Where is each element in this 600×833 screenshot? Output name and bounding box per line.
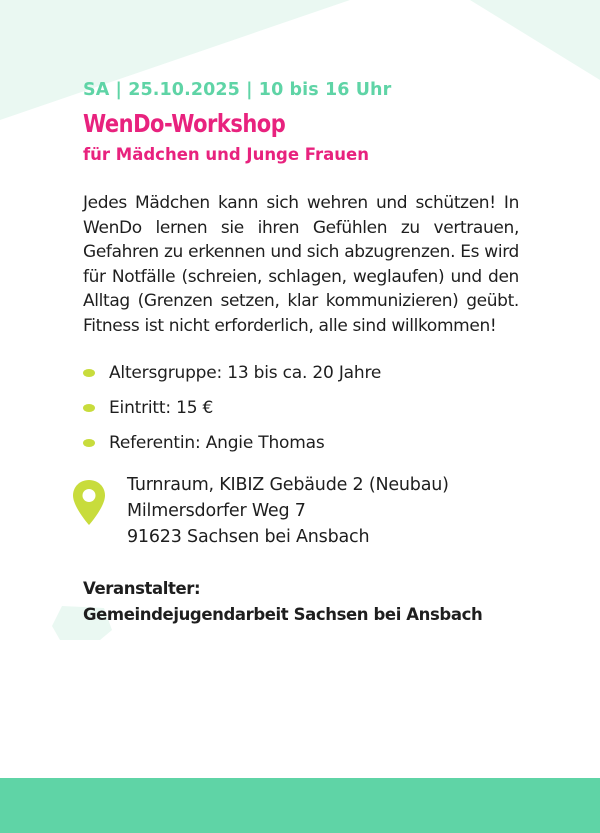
lime-dot-icon (83, 404, 95, 412)
fact-text: Eintritt: 15 € (109, 397, 214, 418)
footer-band (0, 778, 600, 833)
location-venue: Turnraum, KIBIZ Gebäude 2 (Neubau) (127, 474, 449, 495)
fact-admission (83, 396, 523, 420)
fact-text: Referentin: Angie Thomas (109, 432, 325, 453)
organizer-name: Gemeindejugendarbeit Sachsen bei Ansbach (83, 604, 483, 624)
lime-dot-icon (83, 439, 95, 447)
event-title: WenDo-Workshop (83, 109, 286, 138)
event-flyer (83, 78, 523, 628)
location-city: 91623 Sachsen bei Ansbach (127, 526, 370, 547)
organizer-block (83, 576, 523, 628)
fact-speaker (83, 431, 523, 455)
fact-text: Altersgruppe: 13 bis ca. 20 Jahre (109, 362, 382, 383)
event-description: Jedes Mädchen kann sich wehren und schützen! In WenDo lernen sie ihren Gefühlen zu vertrauen, Gefahren zu erkennen und sich abzugrenzen. Es wird für Notfälle (schreien, schlagen, weglaufen) und den Alltag (Grenzen setzen, klar kommunizieren) geübt. Fitness ist nicht erforderlich, alle sind willkommen! (83, 193, 519, 336)
lime-dot-icon (83, 369, 95, 377)
event-date: SA | 25.10.2025 | 10 bis 16 Uhr (83, 80, 392, 100)
location-street: Milmersdorfer Weg 7 (127, 500, 306, 521)
event-location (83, 472, 523, 550)
fact-age-group (83, 361, 523, 385)
top-right-shape (470, 0, 600, 80)
event-facts (83, 361, 523, 455)
organizer-label: Veranstalter: (83, 578, 201, 598)
event-subtitle: für Mädchen und Junge Frauen (83, 145, 369, 164)
map-pin-icon (71, 478, 107, 528)
